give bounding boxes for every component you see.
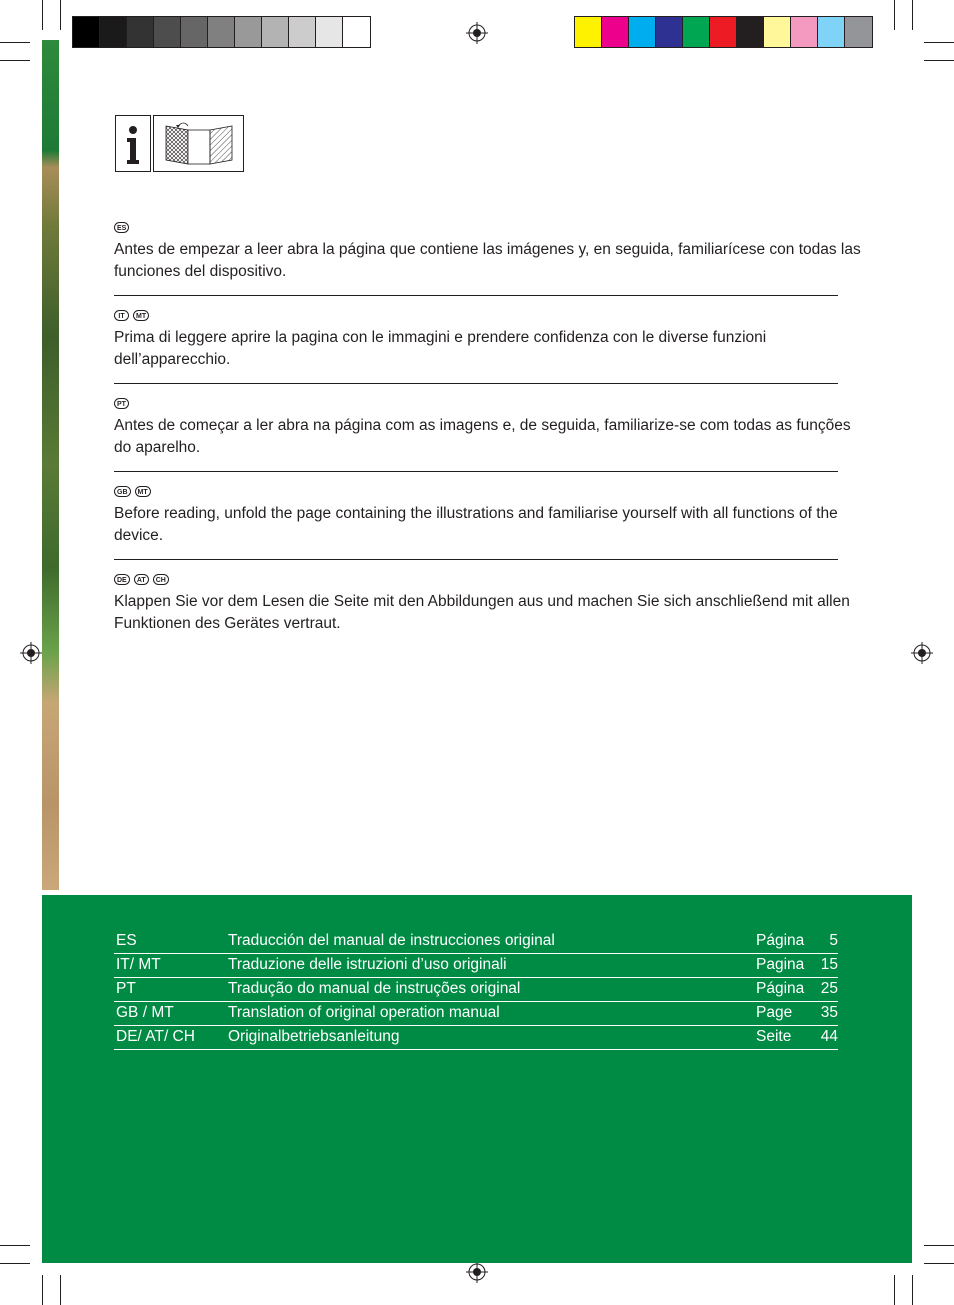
toc-page-number: 35 xyxy=(820,1004,838,1021)
toc-title: Traducción del manual de instrucciones original xyxy=(228,932,555,949)
toc-language: PT xyxy=(116,980,136,997)
language-block xyxy=(114,398,866,459)
language-instruction-text: Antes de começar a ler abra na página com as imagens e, de seguida, familiarize-se com todas as funções do aparelho. xyxy=(114,417,851,456)
colour-swatch xyxy=(316,17,343,47)
table-of-contents xyxy=(114,930,838,1050)
toc-language: GB / MT xyxy=(116,1004,174,1021)
toc-row xyxy=(114,930,838,954)
colour-swatch xyxy=(289,17,316,47)
colour-swatch xyxy=(154,17,181,47)
colour-swatch xyxy=(181,17,208,47)
process-colour-bar xyxy=(574,16,873,48)
language-block xyxy=(114,486,866,547)
crop-mark xyxy=(42,1275,43,1305)
divider xyxy=(114,471,838,472)
crop-mark xyxy=(912,0,913,30)
language-codes xyxy=(114,310,866,324)
toc-page-word: Page xyxy=(756,1004,793,1021)
crop-mark xyxy=(924,1245,954,1246)
language-code-badge: PT xyxy=(114,398,129,409)
language-block xyxy=(114,574,866,635)
colour-swatch xyxy=(656,17,683,47)
toc-page-number: 15 xyxy=(820,956,838,973)
language-codes xyxy=(114,486,866,500)
colour-swatch xyxy=(818,17,845,47)
language-code-badge: AT xyxy=(134,574,149,585)
language-code-badge: MT xyxy=(133,310,149,321)
toc-language: ES xyxy=(116,932,137,949)
crop-mark xyxy=(0,1245,30,1246)
toc-title: Tradução do manual de instruções original xyxy=(228,980,521,997)
crop-mark xyxy=(0,1263,30,1264)
info-icon xyxy=(115,115,151,172)
registration-mark-icon xyxy=(466,22,488,44)
crop-mark xyxy=(894,1275,895,1305)
crop-mark xyxy=(0,42,30,43)
colour-swatch xyxy=(235,17,262,47)
language-code-badge: IT xyxy=(114,310,129,321)
language-block xyxy=(114,310,866,371)
colour-swatch xyxy=(683,17,710,47)
toc-row xyxy=(114,954,838,978)
colour-swatch xyxy=(629,17,656,47)
colour-swatch xyxy=(73,17,100,47)
colour-swatch xyxy=(737,17,764,47)
toc-page-word: Pagina xyxy=(756,956,805,973)
crop-mark xyxy=(894,0,895,30)
toc-page-number: 5 xyxy=(829,932,838,949)
colour-swatch xyxy=(764,17,791,47)
toc-row xyxy=(114,978,838,1002)
toc-title: Translation of original operation manual xyxy=(228,1004,500,1021)
registration-mark-icon xyxy=(911,642,933,664)
toc-page-word: Seite xyxy=(756,1028,792,1045)
divider xyxy=(114,559,838,560)
crop-mark xyxy=(924,1263,954,1264)
toc-language: DE/ AT/ CH xyxy=(116,1028,195,1045)
toc-page-number: 25 xyxy=(820,980,838,997)
language-instruction-text: Klappen Sie vor dem Lesen die Seite mit den Abbildungen aus und machen Sie sich anschließend mit allen Funktionen des Gerätes vertraut. xyxy=(114,593,850,632)
colour-swatch xyxy=(602,17,629,47)
cover-photo-strip xyxy=(42,40,59,890)
colour-swatch xyxy=(208,17,235,47)
fold-out-page-icon xyxy=(153,115,244,172)
toc-language: IT/ MT xyxy=(116,956,161,973)
colour-swatch xyxy=(343,17,370,47)
colour-swatch xyxy=(575,17,602,47)
toc-page-word: Página xyxy=(756,980,805,997)
colour-swatch xyxy=(262,17,289,47)
language-instruction-text: Prima di leggere aprire la pagina con le immagini e prendere confidenza con le diverse funzioni dell’apparecchio. xyxy=(114,329,767,368)
crop-mark xyxy=(912,1275,913,1305)
language-code-badge: ES xyxy=(114,222,129,233)
crop-mark xyxy=(60,0,61,30)
language-instruction-text: Antes de empezar a leer abra la página que contiene las imágenes y, en seguida, familiarícese con todas las funciones del dispositivo. xyxy=(114,241,861,280)
crop-mark xyxy=(0,60,30,61)
language-codes xyxy=(114,574,866,588)
colour-swatch xyxy=(100,17,127,47)
colour-swatch xyxy=(845,17,872,47)
language-code-badge: MT xyxy=(135,486,151,497)
crop-mark xyxy=(42,0,43,30)
toc-page-word: Página xyxy=(756,932,805,949)
divider xyxy=(114,295,838,296)
toc-page-number: 44 xyxy=(820,1028,838,1045)
language-code-badge: DE xyxy=(114,574,130,585)
toc-row xyxy=(114,1026,838,1050)
toc-row xyxy=(114,1002,838,1026)
crop-mark xyxy=(924,60,954,61)
crop-mark xyxy=(60,1275,61,1305)
colour-swatch xyxy=(791,17,818,47)
registration-mark-icon xyxy=(20,642,42,664)
language-codes xyxy=(114,222,866,236)
grayscale-colour-bar xyxy=(72,16,371,48)
crop-mark xyxy=(924,42,954,43)
toc-title: Traduzione delle istruzioni d’uso originali xyxy=(228,956,507,973)
registration-mark-icon xyxy=(466,1261,488,1283)
toc-title: Originalbetriebsanleitung xyxy=(228,1028,400,1045)
language-code-badge: GB xyxy=(114,486,131,497)
divider xyxy=(114,383,838,384)
colour-swatch xyxy=(710,17,737,47)
colour-swatch xyxy=(127,17,154,47)
language-block xyxy=(114,222,866,283)
language-code-badge: CH xyxy=(153,574,169,585)
language-codes xyxy=(114,398,866,412)
language-instruction-text: Before reading, unfold the page containing the illustrations and familiarise yourself with all functions of the device. xyxy=(114,505,838,544)
